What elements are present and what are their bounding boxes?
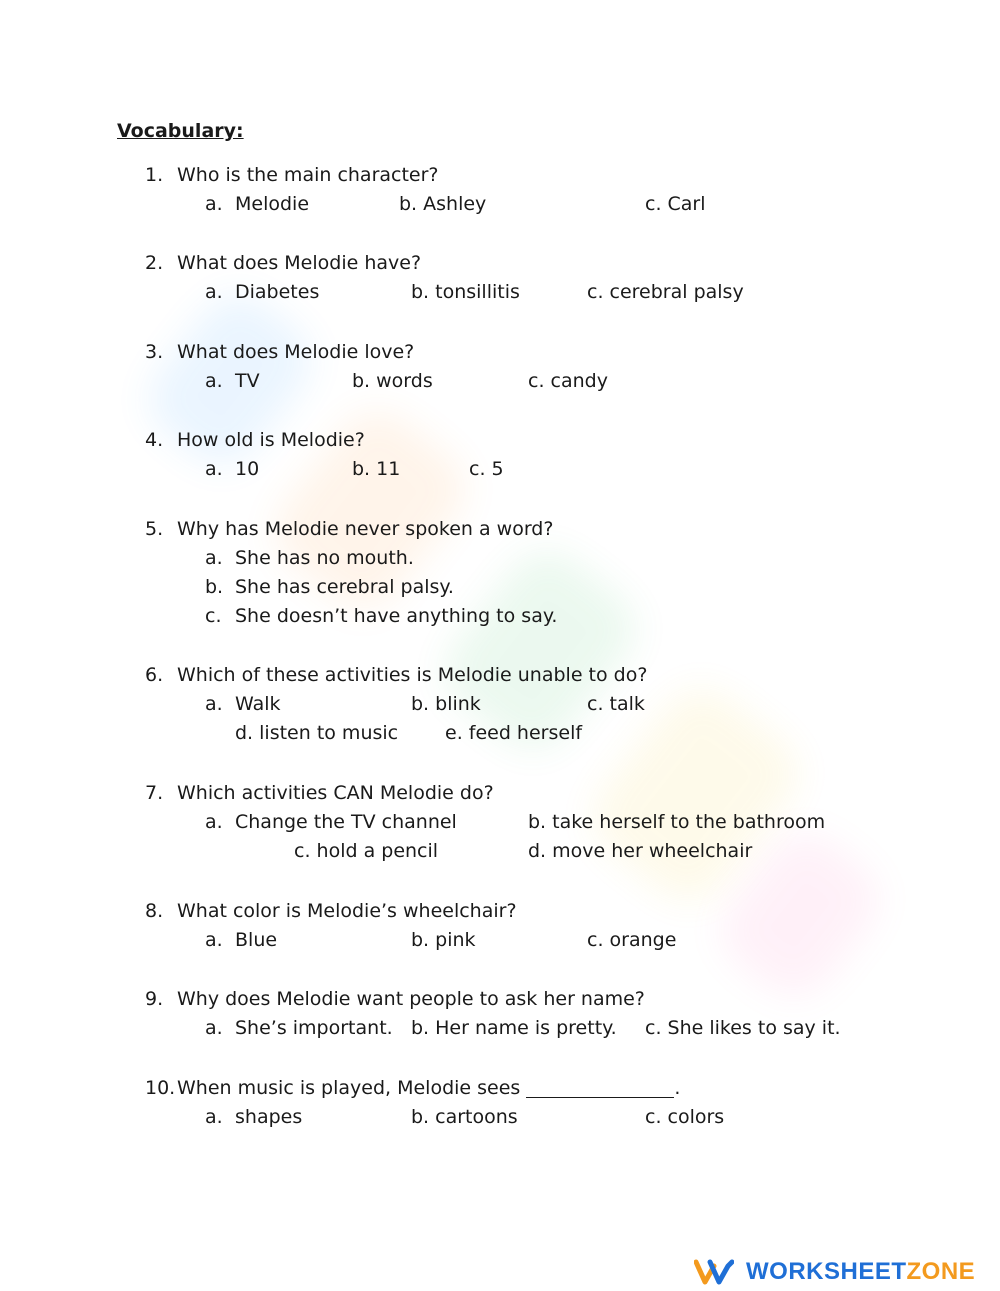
options-row <box>145 602 905 631</box>
option-b[interactable]: b. 11 <box>352 458 401 480</box>
options-row <box>145 278 905 307</box>
option-b[interactable]: b. Ashley <box>399 193 487 215</box>
option-b[interactable]: b. take herself to the bathroom <box>528 811 826 833</box>
question-number: 6. <box>145 664 164 686</box>
worksheetzone-logo <box>694 1254 975 1290</box>
option-d[interactable]: d. listen to music <box>235 722 399 744</box>
question-text: What does Melodie love? <box>177 341 415 363</box>
options-row <box>145 367 905 396</box>
option-a[interactable]: a. TV <box>205 370 260 392</box>
option-a[interactable]: a. Blue <box>205 929 278 951</box>
question-number: 10. <box>145 1077 176 1099</box>
question-9 <box>145 984 905 1043</box>
option-a[interactable]: a. She’s important. <box>205 1017 393 1039</box>
options-row <box>145 1014 905 1043</box>
option-a[interactable]: a. Change the TV channel <box>205 811 457 833</box>
option-c[interactable]: c. 5 <box>469 458 504 480</box>
option-b[interactable]: b. pink <box>411 929 476 951</box>
question-7 <box>145 778 905 866</box>
question-number: 5. <box>145 518 164 540</box>
question-number: 2. <box>145 252 164 274</box>
option-c[interactable]: c. candy <box>528 370 608 392</box>
question-number: 1. <box>145 164 164 186</box>
question-text: Why does Melodie want people to ask her name? <box>177 988 645 1010</box>
option-c[interactable]: c. colors <box>645 1106 725 1128</box>
option-b[interactable]: b. words <box>352 370 433 392</box>
options-row <box>145 455 905 484</box>
logo-word: WORKSHEET <box>746 1258 907 1285</box>
options-row <box>145 573 905 602</box>
answer-blank[interactable] <box>526 1079 674 1098</box>
question-text: What color is Melodie’s wheelchair? <box>177 900 517 922</box>
options-row <box>145 690 905 719</box>
option-c[interactable]: c. hold a pencil <box>294 840 439 862</box>
option-a[interactable]: a. shapes <box>205 1106 303 1128</box>
question-number: 7. <box>145 782 164 804</box>
option-b[interactable]: b. blink <box>411 693 481 715</box>
question-6 <box>145 660 905 748</box>
options-row <box>145 808 905 837</box>
question-punctuation: . <box>674 1077 681 1099</box>
option-a[interactable]: a. She has no mouth. <box>205 547 414 569</box>
option-c[interactable]: c. She doesn’t have anything to say. <box>205 605 558 627</box>
option-c[interactable]: c. talk <box>587 693 645 715</box>
options-row <box>145 719 905 748</box>
question-number: 3. <box>145 341 164 363</box>
question-3 <box>145 337 905 396</box>
question-text: Which of these activities is Melodie unable to do? <box>177 664 648 686</box>
option-b[interactable]: b. cartoons <box>411 1106 518 1128</box>
option-a[interactable]: a. 10 <box>205 458 260 480</box>
option-a[interactable]: a. Melodie <box>205 193 310 215</box>
question-text: How old is Melodie? <box>177 429 365 451</box>
option-c[interactable]: c. Carl <box>645 193 706 215</box>
question-5 <box>145 514 905 631</box>
option-c[interactable]: c. orange <box>587 929 677 951</box>
question-1 <box>145 160 905 219</box>
options-row <box>145 190 905 219</box>
option-c[interactable]: c. She likes to say it. <box>645 1017 841 1039</box>
option-a[interactable]: a. Diabetes <box>205 281 320 303</box>
logo-zone: ZONE <box>906 1258 976 1285</box>
option-d[interactable]: d. move her wheelchair <box>528 840 753 862</box>
option-c[interactable]: c. cerebral palsy <box>587 281 744 303</box>
question-number: 4. <box>145 429 164 451</box>
options-row <box>145 926 905 955</box>
option-a[interactable]: a. Walk <box>205 693 281 715</box>
option-b[interactable]: b. tonsillitis <box>411 281 520 303</box>
question-text: Which activities CAN Melodie do? <box>177 782 494 804</box>
question-8 <box>145 896 905 955</box>
section-heading: Vocabulary: <box>117 120 244 142</box>
logo-w-icon <box>694 1258 734 1286</box>
question-text: Who is the main character? <box>177 164 439 186</box>
options-row <box>145 544 905 573</box>
option-b[interactable]: b. She has cerebral palsy. <box>205 576 454 598</box>
question-text: When music is played, Melodie sees <box>177 1077 521 1099</box>
question-text: What does Melodie have? <box>177 252 422 274</box>
option-e[interactable]: e. feed herself <box>445 722 583 744</box>
question-10 <box>145 1073 905 1132</box>
question-number: 9. <box>145 988 164 1010</box>
question-text: Why has Melodie never spoken a word? <box>177 518 554 540</box>
options-row <box>145 837 905 866</box>
question-2 <box>145 248 905 307</box>
question-4 <box>145 425 905 484</box>
option-b[interactable]: b. Her name is pretty. <box>411 1017 617 1039</box>
options-row <box>145 1103 905 1132</box>
question-number: 8. <box>145 900 164 922</box>
